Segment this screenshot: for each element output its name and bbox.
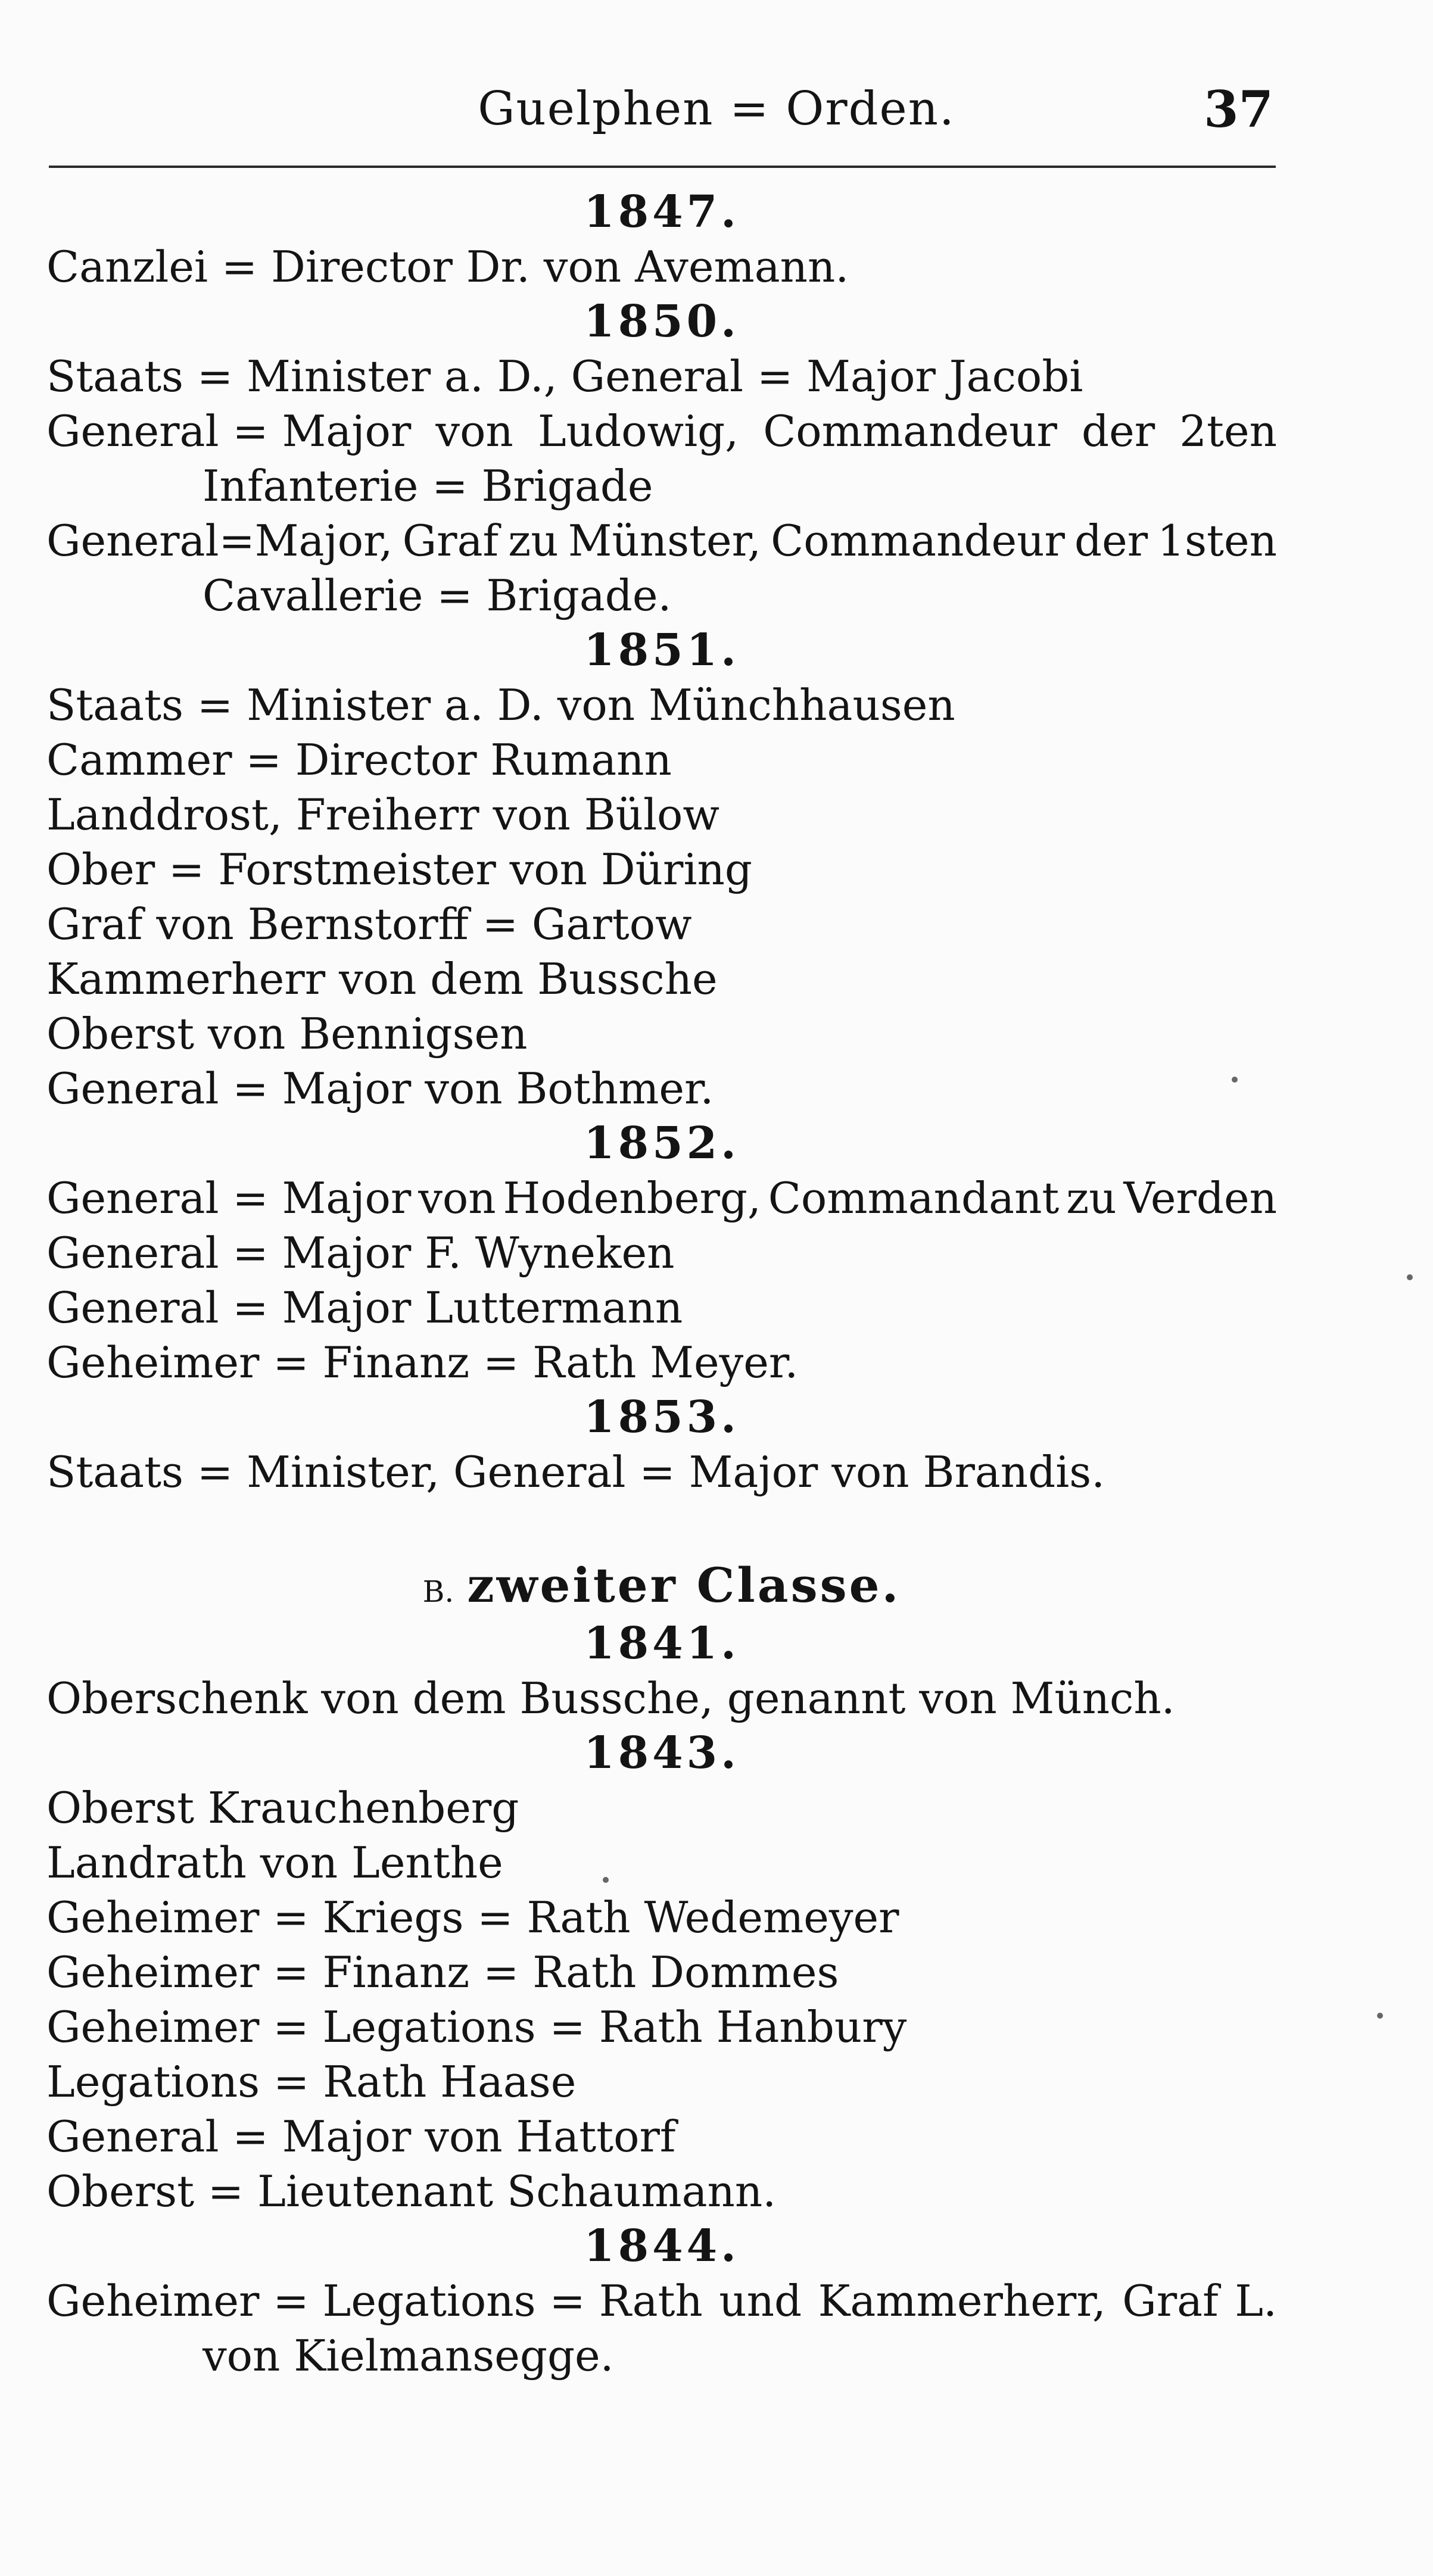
entry-word: Oberschenk — [46, 1673, 308, 1723]
entry — [46, 404, 1277, 513]
entry-line — [46, 2164, 1277, 2219]
entry-word: Commandeur — [771, 516, 1065, 566]
entry-line — [46, 1225, 1277, 1280]
entry-word: General = Major — [46, 406, 412, 456]
entry-word: Staats = Minister — [46, 351, 431, 401]
entry-word: Jacobi — [949, 351, 1083, 401]
entry-word: Landrath — [46, 1838, 247, 1888]
entry-word: von — [919, 1673, 997, 1723]
entry-word: von — [260, 1838, 338, 1888]
entry-word: Kammerherr, — [818, 2276, 1106, 2326]
entry-word: Bernstorff = Gartow — [247, 899, 692, 949]
entry-word: Freiherr — [295, 790, 479, 840]
entry-word: Münster, — [568, 516, 762, 566]
entry-word: zu — [1066, 1173, 1117, 1223]
entry-word: dem — [430, 954, 524, 1004]
entry-word: D. — [497, 680, 544, 730]
paper-speck — [1232, 1077, 1238, 1083]
entry-word: 2ten — [1179, 406, 1277, 456]
entry-word: der — [1074, 516, 1148, 566]
entry-word: Rumann — [490, 735, 672, 785]
entry-line — [46, 1445, 1277, 1499]
entry-line — [46, 1280, 1277, 1335]
entry — [46, 239, 1277, 294]
entry-word: Staats = Minister, — [46, 1447, 440, 1497]
entry-line — [46, 897, 1277, 952]
entry-line — [46, 404, 1277, 459]
entry-word: Avemann. — [635, 242, 849, 292]
year-heading: 1853. — [584, 1392, 740, 1443]
entry-word: Geheimer = Legations = Rath — [46, 2002, 703, 2052]
entry-word: Landdrost, — [46, 790, 282, 840]
entry-word: Meyer. — [650, 1337, 799, 1387]
entry-continuation: von Kielmansegge. — [203, 2331, 614, 2381]
entry-line — [46, 1671, 1277, 1726]
entry — [46, 842, 1277, 897]
entry — [46, 1890, 1277, 1945]
entry-word: Oberst — [46, 1009, 195, 1059]
year-heading: 1852. — [584, 1118, 740, 1169]
year-heading: 1851. — [584, 625, 740, 676]
entry-line — [46, 952, 1277, 1006]
entry-word: Bothmer. — [516, 1064, 714, 1114]
entry-word: General = Major — [46, 1173, 412, 1223]
entry-word: von — [156, 899, 234, 949]
year-heading: 1850. — [584, 296, 740, 347]
entry-word: zu — [508, 516, 559, 566]
entry-word: Hodenberg, — [503, 1173, 761, 1223]
entry-word: von — [339, 954, 417, 1004]
entry-word: Geheimer = Legations = Rath — [46, 2276, 703, 2326]
entry-word: General=Major, — [46, 516, 393, 566]
entry-word: von — [543, 242, 622, 292]
entry-word: Schaumann. — [506, 2166, 777, 2216]
entry-line — [46, 1061, 1277, 1116]
entry — [46, 1780, 1277, 1835]
section-title: zweiter Classe. — [467, 1557, 901, 1613]
entry — [46, 1280, 1277, 1335]
entry-word: F. — [425, 1228, 462, 1278]
entry — [46, 1225, 1277, 1280]
entry-word: von — [557, 680, 635, 730]
entry-word: Graf — [46, 899, 143, 949]
entry-word: Commandeur — [763, 406, 1057, 456]
page-header — [0, 70, 1433, 148]
entry-word: L. — [1235, 2276, 1277, 2326]
entry-word: Geheimer = Kriegs = Rath — [46, 1892, 631, 1942]
entry — [46, 2000, 1277, 2054]
entry — [46, 897, 1277, 952]
entry — [46, 732, 1277, 787]
entry-line — [46, 1945, 1277, 2000]
entry — [46, 1006, 1277, 1061]
entry-word: Dr. — [466, 242, 530, 292]
page-number: 37 — [1204, 80, 1273, 139]
entry — [46, 678, 1277, 732]
entry-word: Düring — [600, 844, 752, 894]
section-letter: B. — [422, 1574, 454, 1609]
entry-word: General = Major — [571, 351, 936, 401]
entry — [46, 1671, 1277, 1726]
entry-line — [46, 2274, 1277, 2328]
entry — [46, 2164, 1277, 2219]
entry — [46, 513, 1277, 623]
entry-word: Verden — [1123, 1173, 1277, 1223]
entry — [46, 2274, 1277, 2383]
entry-line — [46, 513, 1277, 568]
entry-word: Canzlei = Director — [46, 242, 453, 292]
entry-word: Graf — [402, 516, 499, 566]
entry-word: Graf — [1122, 2276, 1219, 2326]
entry-word: 1sten — [1157, 516, 1277, 566]
entry-word: General = Major — [46, 1228, 412, 1278]
entry-word: Geheimer = Finanz = Rath — [46, 1337, 637, 1387]
entry-word: Haase — [440, 2057, 577, 2107]
entry-continuation: Cavallerie = Brigade. — [203, 570, 672, 620]
year-heading: 1841. — [584, 1618, 740, 1669]
entry-word: Commandant — [768, 1173, 1060, 1223]
entry — [46, 1835, 1277, 1890]
entry-line — [46, 349, 1277, 404]
entry-word: von — [831, 1447, 909, 1497]
entry-word: General = Major — [46, 1064, 412, 1114]
entry — [46, 1061, 1277, 1116]
entry-line — [46, 1171, 1277, 1225]
entry-word: Cammer = Director — [46, 735, 477, 785]
entry-word: dem — [412, 1673, 506, 1723]
entry-word: Staats = Minister — [46, 680, 431, 730]
entry-word: Münchhausen — [648, 680, 955, 730]
paper-speck — [603, 1877, 609, 1883]
entry-line — [46, 2054, 1277, 2109]
entry-line — [46, 2000, 1277, 2054]
entry-line — [46, 1780, 1277, 1835]
year-heading: 1847. — [584, 186, 740, 238]
year-heading: 1844. — [584, 2221, 740, 2272]
entry-word: von — [425, 2112, 503, 2162]
entry-word: General = Major — [453, 1447, 818, 1497]
entry-line — [46, 1890, 1277, 1945]
section-gap — [46, 1499, 1277, 1554]
entry-line — [46, 2109, 1277, 2164]
entry — [46, 787, 1277, 842]
entry-word: Ober = Forstmeister — [46, 844, 496, 894]
entry-word: Bülow — [584, 790, 720, 840]
entry — [46, 1445, 1277, 1499]
entry-word: Bussche — [537, 954, 718, 1004]
entry-word: a. — [444, 351, 484, 401]
entry-line — [46, 1335, 1277, 1390]
entry-line — [46, 732, 1277, 787]
entry-word: Hattorf — [516, 2112, 676, 2162]
entry-word: von — [207, 1009, 286, 1059]
entry-word: Bussche, — [519, 1673, 714, 1723]
entry — [46, 1335, 1277, 1390]
entry-word: genannt — [727, 1673, 906, 1723]
entry-word: General = Major — [46, 2112, 412, 2162]
entry — [46, 952, 1277, 1006]
entry-word: von — [435, 406, 513, 456]
entry — [46, 1171, 1277, 1225]
entry-word: Dommes — [650, 1947, 839, 1997]
paper-speck — [1407, 1274, 1413, 1280]
award-list — [46, 185, 1277, 2383]
entry-line — [46, 239, 1277, 294]
entry-line — [46, 1006, 1277, 1061]
entry-word: Oberst — [46, 1783, 195, 1833]
entry-continuation: Infanterie = Brigade — [203, 461, 653, 511]
entry — [46, 2054, 1277, 2109]
entry-line — [46, 787, 1277, 842]
entry — [46, 1945, 1277, 2000]
entry-word: der — [1082, 406, 1155, 456]
entry-word: von — [418, 1173, 496, 1223]
entry-word: Luttermann — [425, 1283, 683, 1333]
entry-word: Brandis. — [923, 1447, 1105, 1497]
entry-word: Bennigsen — [299, 1009, 528, 1059]
year-heading: 1843. — [584, 1727, 740, 1779]
entry — [46, 2109, 1277, 2164]
section-heading — [46, 1554, 1277, 1616]
entry-word: Legations = Rath — [46, 2057, 427, 2107]
entry-word: und — [719, 2276, 802, 2326]
entry — [46, 349, 1277, 404]
entry-word: Krauchenberg — [207, 1783, 519, 1833]
entry-line — [46, 1835, 1277, 1890]
entry-word: von — [321, 1673, 399, 1723]
entry-word: Hanbury — [716, 2002, 907, 2052]
entry-word: D., — [497, 351, 557, 401]
entry-word: Wyneken — [475, 1228, 675, 1278]
entry-word: von — [493, 790, 571, 840]
entry-word: a. — [444, 680, 484, 730]
entry-word: Geheimer = Finanz = Rath — [46, 1947, 637, 1997]
entry-word: Münch. — [1010, 1673, 1175, 1723]
entry-line — [46, 842, 1277, 897]
paper-speck — [1377, 2013, 1383, 2019]
entry-word: General = Major — [46, 1283, 412, 1333]
running-title: Guelphen = Orden. — [478, 82, 955, 136]
entry-word: Kammerherr — [46, 954, 326, 1004]
header-rule — [49, 166, 1276, 168]
entry-word: Wedemeyer — [644, 1892, 899, 1942]
entry-line — [46, 678, 1277, 732]
entry-word: von — [425, 1064, 503, 1114]
entry-word: Lenthe — [351, 1838, 503, 1888]
entry-word: Oberst = Lieutenant — [46, 2166, 494, 2216]
entry-word: von — [509, 844, 588, 894]
entry-word: Ludowig, — [537, 406, 739, 456]
